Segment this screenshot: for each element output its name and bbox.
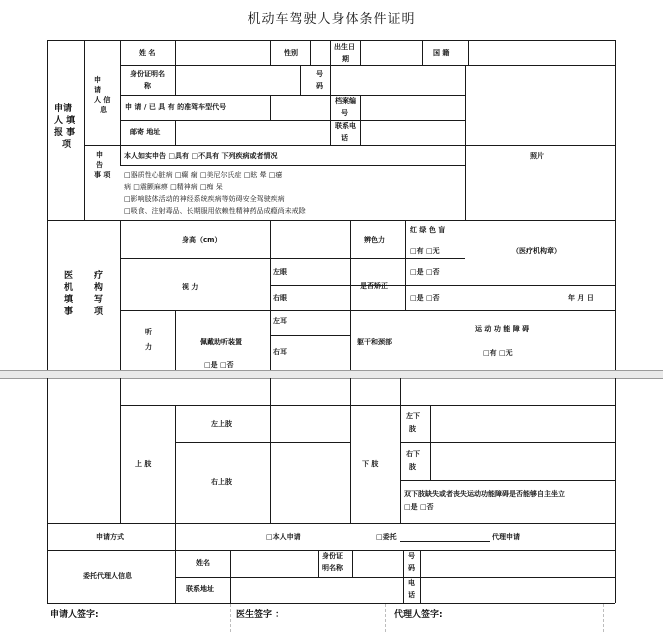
gender-label: 性别 — [284, 49, 298, 57]
apply-self-option[interactable]: □本人申请 — [266, 533, 301, 541]
name-label: 姓 名 — [139, 49, 156, 57]
upper-limbs-label: 上 肢 — [135, 460, 152, 468]
exam-date: 年 月 日 — [568, 294, 594, 302]
agent-id-number-label: 号 码 — [408, 552, 415, 572]
apply-agent-label: 代理申请 — [492, 533, 520, 541]
medical-section-label-left: 医 机 填 事 — [64, 271, 74, 317]
personal-info-label: 申 请 人 信 息 — [94, 76, 111, 114]
left-upper-label: 左上肢 — [211, 420, 232, 428]
vision-label: 视 力 — [182, 283, 199, 291]
lower-loss-label: 双下肢缺失或者丧失运动功能障碍是否能够自主坐立 — [404, 490, 565, 498]
disease-line-4: □吸食、注射毒品、长期服用依赖性精神药品成瘾尚未戒除 — [124, 207, 306, 215]
left-ear-label: 左耳 — [273, 317, 287, 325]
motor-dysfunction-label: 运 动 功 能 障 碍 — [475, 325, 530, 333]
corrected-options-1[interactable]: □是 □否 — [410, 268, 440, 276]
institution-seal-label: （医疗机构章） — [512, 247, 561, 255]
id-doc-label: 身份证明名 称 — [130, 70, 165, 90]
lower-limbs-label: 下 肢 — [362, 460, 379, 468]
torso-neck-label: 躯干和颈部 — [357, 338, 392, 346]
medical-section-label-right: 疗 构 写 项 — [94, 271, 104, 317]
motor-options[interactable]: □有 □无 — [483, 349, 513, 357]
hearing-aid-options[interactable]: □是 □否 — [204, 361, 234, 369]
page-break — [0, 370, 663, 379]
applicant-signature-label: 申请人签字: — [50, 610, 99, 620]
red-green-label: 红 绿 色 盲 — [410, 226, 446, 234]
agent-id-doc-label: 身份证 明名称 — [322, 552, 343, 572]
left-lower-label: 左下 肢 — [406, 412, 420, 433]
photo-label: 照片 — [530, 152, 544, 160]
disease-line-3: □影响肢体活动的神经系统疾病等妨碍安全驾驶疾病 — [124, 195, 285, 203]
phone-label: 联系电 话 — [335, 122, 356, 142]
agent-name-label: 姓名 — [196, 559, 210, 567]
declaration-label: 申 告 事 项 — [94, 151, 111, 179]
hearing-label: 听 力 — [145, 328, 152, 351]
left-eye-label: 左眼 — [273, 268, 287, 276]
agent-info-label: 委托代理人信息 — [83, 572, 132, 580]
birth-date-label: 出生日 期 — [334, 43, 355, 63]
hearing-aid-label: 佩戴助听装置 — [200, 338, 242, 346]
agent-address-label: 联系地址 — [186, 585, 214, 593]
declaration-head: 本人如实申告 □具有 □不具有 下列疾病或者情况 — [124, 152, 278, 160]
right-ear-label: 右耳 — [273, 348, 287, 356]
applicant-section-label: 申请 人 填 报 事 项 — [54, 104, 76, 150]
nationality-label: 国 籍 — [433, 49, 450, 57]
address-label: 邮寄 地址 — [130, 128, 161, 136]
right-eye-label: 右眼 — [273, 294, 287, 302]
form-title: 机动车驾驶人身体条件证明 — [247, 12, 416, 27]
disease-line-1: □器质性心脏病 □癫 痫 □美尼尔氏症 □眩 晕 □癔 — [124, 171, 283, 179]
apply-method-label: 申请方式 — [96, 533, 124, 541]
disease-line-2: 病 □震颤麻痹 □精神病 □痴 呆 — [124, 183, 223, 191]
right-upper-label: 右上肢 — [211, 478, 232, 486]
corrected-label: 是否矫正 — [360, 282, 388, 290]
archive-no-label: 档案编 号 — [335, 97, 356, 117]
right-lower-label: 右下 肢 — [406, 450, 420, 471]
id-number-label: 号 码 — [316, 70, 323, 90]
height-label: 身高（cm） — [182, 236, 222, 244]
agent-signature-label: 代理人签字: — [394, 610, 443, 620]
license-type-label: 申 请 / 已 具 有 的准驾车型代号 — [125, 103, 227, 111]
lower-loss-options[interactable]: □是 □否 — [404, 503, 434, 511]
color-vision-label: 辨色力 — [364, 236, 385, 244]
red-green-options[interactable]: □有 □无 — [410, 247, 440, 255]
agent-phone-label: 电 话 — [408, 579, 415, 599]
doctor-signature-label: 医生签字 ： — [236, 610, 285, 620]
apply-entrust-option[interactable]: □委托 — [376, 533, 397, 541]
corrected-options-2[interactable]: □是 □否 — [410, 294, 440, 302]
entrust-blank-line[interactable] — [400, 541, 490, 542]
